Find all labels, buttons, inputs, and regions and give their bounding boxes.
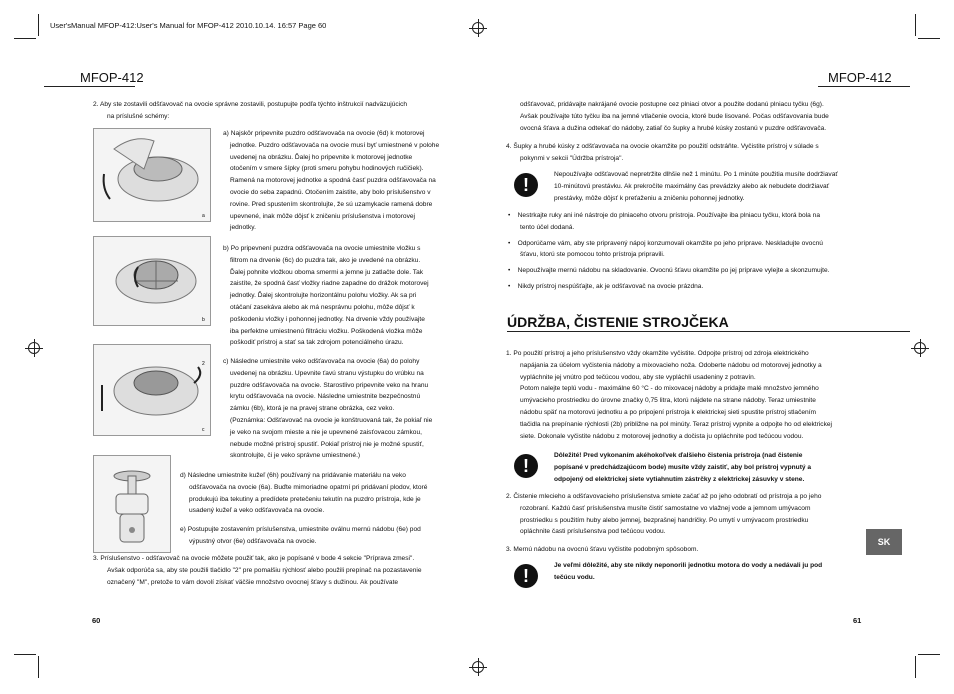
section-heading: ÚDRŽBA, ČISTENIE STROJČEKA <box>507 314 729 330</box>
figure-label: c <box>202 427 205 433</box>
list-item: • Nestrkajte ruky ani iné nástroje do plniaceho otvoru prístroja. Používajte iba plniacu tyčku, ktorá bola na tento účel dodaná. <box>508 212 821 231</box>
list-item: • Nikdy prístroj nespúšťajte, ak je odšťavovač na ovocie prázdna. <box>508 282 704 290</box>
step-e: e) Postupujte zostavením príslušenstva, umiestnite oválnu mernú nádobu (6e) pod výpustný otvor (6e) odšťavovača na ovocie. <box>180 526 421 545</box>
figure-label: a <box>202 213 205 219</box>
left-item-3: 3. Príslušenstvo - odšťavovač na ovocie môžete použiť tak, ako je popísané v bode 4 sekcie "Príprava zmesi". Avšak odporúča sa, aby ste použili tlačidlo "2" pre pomalšiu rýchlosť alebo použili prepínač na pozastavenie označený "M", pretože to vám dovolí získať väčšie množstvo ovocnej šťavy s dužinou. Ak používate <box>93 555 422 586</box>
warning-water: Je veľmi dôležité, aby ste nikdy neponorili jednotku motora do vody a nedávali ju pod tečúcu vodu. <box>554 562 823 581</box>
bullet-list <box>508 210 898 293</box>
page-number-right: 61 <box>853 616 862 625</box>
step-c: c) Následne umiestnite veko odšťavovača na ovocie (6a) do polohy uvedenej na obrázku. Upevnite ťavú stranu výstupku do vrúbku na puzdre odšťavovača na ovocie. Starostlivo pripevnite veko na hranu krytu odšťavovača na ovocie. Následne umiestnite bezpečnostnú zámku (6b), ktorá je na pravej strane obrázka, cez veko. (Poznámka: Odšťavovač na ovocie je konštruovaná tak, že pokiaľ nie je veko na svojom mieste a nie je upevnené zaisťovacou zámkou, nebude možné prístroj spustiť. Pokiaľ prístroj nie je možné spustiť, skontrolujte, či je veko správne umiestnené.) <box>223 358 433 460</box>
figure-label: 2 <box>202 361 205 367</box>
crop-mark <box>918 654 940 655</box>
registration-mark-icon <box>472 661 484 673</box>
maintenance-item-1: 1. Po použití prístroj a jeho príslušenstvo vždy okamžite vyčistite. Odpojte prístroj od zdroja elektrického napájania za účelom vyčistenia nádoby a mixovacieho noža. Odoberte nádobu od motorovej jednotky a vypláchnite jej vnútro pod tečúcou vodou, aby ste vypláchli usadeniny z potravín. Potom nalejte teplú vodu - maximálne 60 °C - do mixovacej nádoby a pridajte malé množstvo jemného umývacieho prostriedku do úrovne značky 0,75 litra, ktorú nájdete na strane nádoby. Teraz umiestnite nádobu späť na motorovú jednotku a po pripojení prístroja k elektrickej sieti spustite prístroj stlačením tlačidla na prepínanie rýchlosti (2b) približne na pol minúty. Teraz prístroj vypnite a odpojte ho od elektrickej siete. Dokonale vyčistite nádobu z motorovej jednotky a dočista ju opláchnite pod tečúcou vodou. <box>506 350 833 440</box>
registration-mark-icon <box>472 22 484 34</box>
list-item: • Nepoužívajte mernú nádobu na skladovanie. Ovocnú šťavu okamžite po jej príprave vylejte a skonzumujte. <box>508 267 830 275</box>
warning-icon: ! <box>514 454 538 478</box>
maintenance-item-2: 2. Čistenie mlecieho a odšťavovacieho príslušenstva smiete začať až po jeho odobratí od prístroja a po jeho rozobraní. Každú časť príslušenstva musíte čistiť samostatne vo vlažnej vode a jemnom umývacom prostriedku s použitím huby alebo jemnej, bezprašnej handričky. Po umytí v umývacom prostriedku opláchnite časti príslušenstva pod tečúcou vodou. <box>506 493 822 536</box>
step-d: d) Následne umiestnite kužeľ (6h) používaný na pridávanie materiálu na veko odšťavovača na ovocie (6a). Buďte mimoriadne opatrní pri pridávaní plodov, ktoré produkujú iba tekutiny a predídete pretečeniu tekutín na puzdro prístroja, kde je usadený kužeľ a veko odšťavovača na ovocie. <box>180 472 428 515</box>
juicer-assembly-image <box>94 129 210 221</box>
language-tab: SK <box>866 529 902 555</box>
crop-mark <box>14 38 36 39</box>
filter-insert-image <box>94 237 210 325</box>
warning-overuse: Nepoužívajte odšťavovač nepretržite dlhšie než 1 minútu. Po 1 minúte použitia musíte dodržiavať 10-minútovú prestávku. Ak prekročíte maximálny čas prevádzky alebo ak nebudete dodržiavať prestávky, môže dôjsť k preťaženiu a zničeniu pohonnej jednotky. <box>554 171 838 202</box>
figure-b <box>93 236 211 326</box>
crop-mark <box>38 656 39 678</box>
warning-icon: ! <box>514 564 538 588</box>
model-title-left: MFOP-412 <box>80 70 144 85</box>
left-item-2: 2. Aby ste zostavili odšťavovač na ovocie správne zostavili, postupujte podľa týchto inštrukcií nadväzujúcich na príslušné schémy: <box>93 101 408 120</box>
figure-c <box>93 344 211 436</box>
figure-label: b <box>202 317 205 323</box>
page-number-left: 60 <box>92 616 101 625</box>
crop-mark <box>38 14 39 36</box>
warning-icon: ! <box>514 173 538 197</box>
crop-mark <box>915 14 916 36</box>
step-a: a) Najskôr pripevnite puzdro odšťavovača na ovocie (6d) k motorovej jednotke. Puzdro odšťavovača na ovocie musí byť umiestnené v polohe uvedenej na obrázku. Ďalej ho pripevnite k motorovej jednotke otočením v smere šípky (proti smeru pohybu hodinových ručičiek). Ramená na motorovej jednotke a spodná časť puzdra odšťavovača na ovocie do seba zapadnú. Otočením zaistite, aby bolo príslušenstvo v rovine. Pred spustením skontrolujte, že sú uzamykacie ramená dobre upevnené, inak môže dôjsť k zničeniu príslušenstva i motorovej jednotky. <box>223 130 440 232</box>
header-rule-left <box>44 86 135 87</box>
print-header: User'sManual MFOP-412:User's Manual for MFOP-412 2010.10.14. 16:57 Page 60 <box>50 21 327 30</box>
model-title-right: MFOP-412 <box>828 70 892 85</box>
figure-a <box>93 128 211 222</box>
crop-mark <box>918 38 940 39</box>
header-rule-right <box>818 86 910 87</box>
crop-mark <box>14 654 36 655</box>
crop-mark <box>915 656 916 678</box>
warning-disconnect: Dôležité! Pred vykonaním akéhokoľvek ďalšieho čistenia prístroja (nad čistenie popísané v predchádzajúcom bode) musíte vždy zaistiť, aby bol prístroj vypnutý a odpojený od elektrickej siete vytiahnutím zástrčky z elektrickej zásuvky v stene. <box>554 452 812 483</box>
section-heading-rule <box>507 331 910 332</box>
complete-juicer-image <box>94 456 170 552</box>
right-continuation: odšťavovač, pridávajte nakrájané ovocie postupne cez plniaci otvor a použite dodanú plniacu tyčku (6g). Avšak používajte túto tyčku iba na jemné vtlačenie ovocia, ktoré bude lisované. Počas odšťavovania bude ovocná šťava a dužina odtekať do nádoby, zatiaľ čo šupky a hrubé kúsky zostanú v puzdre odšťavovača. <box>520 101 829 132</box>
lid-assembly-image <box>94 345 210 435</box>
list-item: • Odporúčame vám, aby ste pripravený nápoj konzumovali okamžite po jeho príprave. Neskladujte ovocnú šťavu, ktorú ste pomocou tohto prístroja pripravili. <box>508 239 823 259</box>
right-item-4: 4. Šupky a hrubé kúsky z odšťavovača na ovocie okamžite po použití odstráňte. Vyčistite prístroj v súlade s pokynmi v sekcii "Údržba prístroja". <box>506 143 819 162</box>
registration-mark-icon <box>914 342 926 354</box>
registration-mark-icon <box>28 342 40 354</box>
maintenance-item-3: 3. Mernú nádobu na ovocnú šťavu vyčistite podobným spôsobom. <box>506 546 699 553</box>
figure-d <box>93 455 171 553</box>
step-b: b) Po pripevnení puzdra odšťavovača na ovocie umiestnite vložku s filtrom na drvenie (6c) do puzdra tak, ako je uvedené na obrázku. Ďalej pohnite vložkou oboma smermi a jemne ju zatlačte dole. Tak zaistíte, že spodná časť vložky riadne zapadne do drážok motorovej jednotky. Ďalej skontrolujte horizontálnu polohu vložky. Ak sa pri otáčaní zasekáva alebo ak má nesprávnu polohu, môže dôjsť k poškodeniu vložky i pohonnej jednotky. Na drvenie vždy používajte iba perfektne umiestnenú filtráciu vložku. Poškodená vložka môže poškodiť prístroj a stať sa tak zdrojom potenciálneho úrazu. <box>223 245 429 347</box>
